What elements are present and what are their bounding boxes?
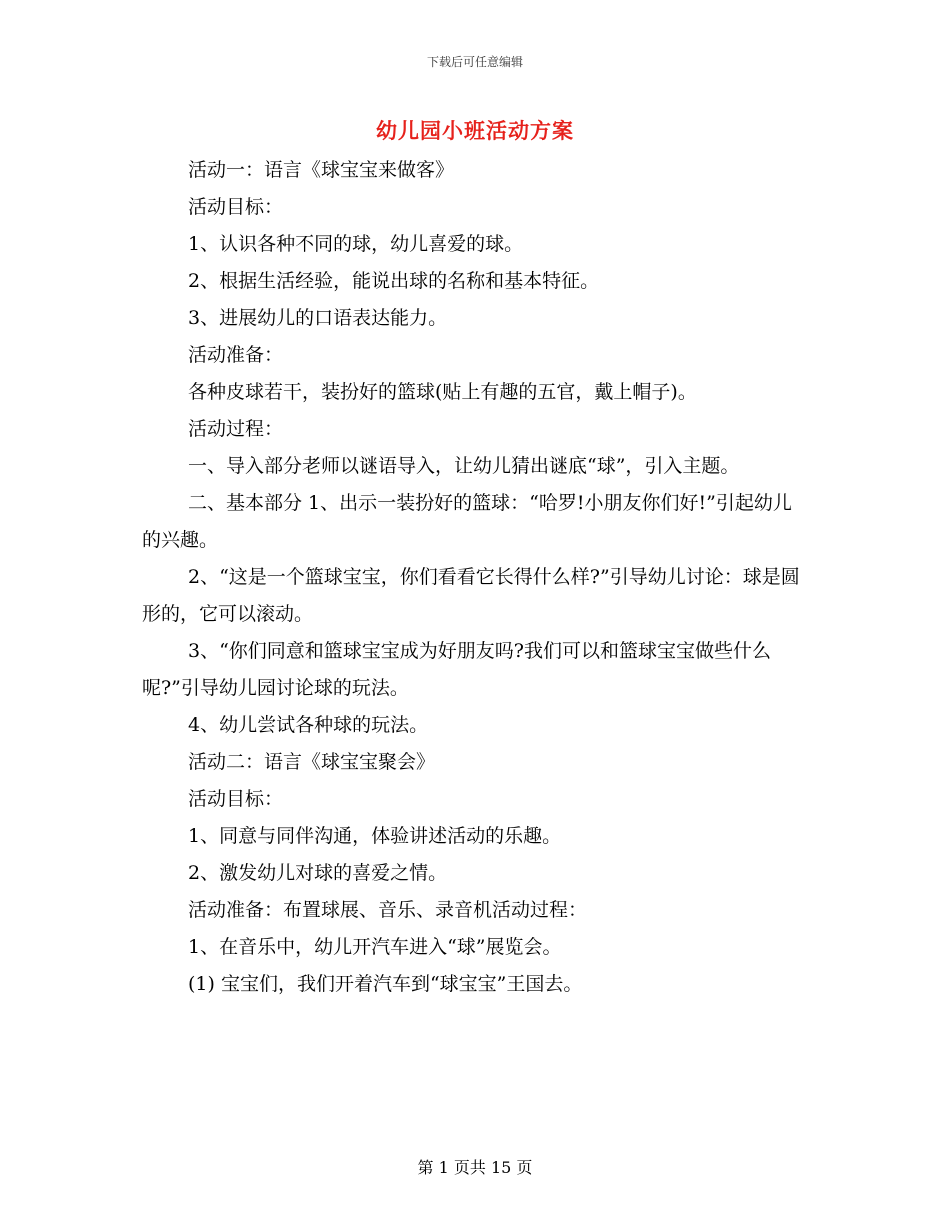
paragraph: 活动准备：布置球展、音乐、录音机活动过程： bbox=[188, 899, 588, 921]
paragraph: 活动一：语言《球宝宝来做客》 bbox=[188, 159, 455, 181]
paragraph: 活动目标： bbox=[188, 788, 284, 810]
page-number: 第 1 页共 15 页 bbox=[417, 1158, 533, 1177]
document-title: 幼儿园小班活动方案 bbox=[376, 119, 574, 143]
paragraph: 二、基本部分 1、出示一装扮好的篮球：“哈罗!小朋友你们好!”引起幼儿的兴趣。 bbox=[142, 492, 792, 551]
paragraph: 2、激发幼儿对球的喜爱之情。 bbox=[188, 862, 448, 884]
paragraph: 1、同意与同伴沟通，体验讲述活动的乐趣。 bbox=[188, 825, 562, 847]
paragraph: 2、根据生活经验，能说出球的名称和基本特征。 bbox=[188, 270, 600, 292]
paragraph: 1、认识各种不同的球，幼儿喜爱的球。 bbox=[188, 233, 524, 255]
paragraph: 3、“你们同意和篮球宝宝成为好朋友吗?我们可以和篮球宝宝做些什么呢?”引导幼儿园讨论球的玩法。 bbox=[142, 640, 771, 699]
paragraph: 2、“这是一个篮球宝宝，你们看看它长得什么样?”引导幼儿讨论：球是圆形的，它可以滚动。 bbox=[142, 566, 800, 625]
paragraph: 活动准备： bbox=[188, 344, 284, 366]
paragraph: 一、导入部分老师以谜语导入，让幼儿猜出谜底“球”，引入主题。 bbox=[188, 455, 740, 477]
paragraph: 各种皮球若干，装扮好的篮球(贴上有趣的五官，戴上帽子)。 bbox=[188, 381, 697, 403]
paragraph: 活动目标： bbox=[188, 196, 284, 218]
paragraph: 4、幼儿尝试各种球的玩法。 bbox=[188, 714, 429, 736]
paragraph: 活动过程： bbox=[188, 418, 284, 440]
page-header-note: 下载后可任意编辑 bbox=[426, 55, 523, 69]
document-body bbox=[142, 152, 804, 1003]
paragraph: 3、进展幼儿的口语表达能力。 bbox=[188, 307, 448, 329]
paragraph: 活动二：语言《球宝宝聚会》 bbox=[188, 751, 436, 773]
paragraph: 1、在音乐中，幼儿开汽车进入“球”展览会。 bbox=[188, 936, 562, 958]
paragraph: (1) 宝宝们，我们开着汽车到“球宝宝”王国去。 bbox=[188, 973, 583, 995]
